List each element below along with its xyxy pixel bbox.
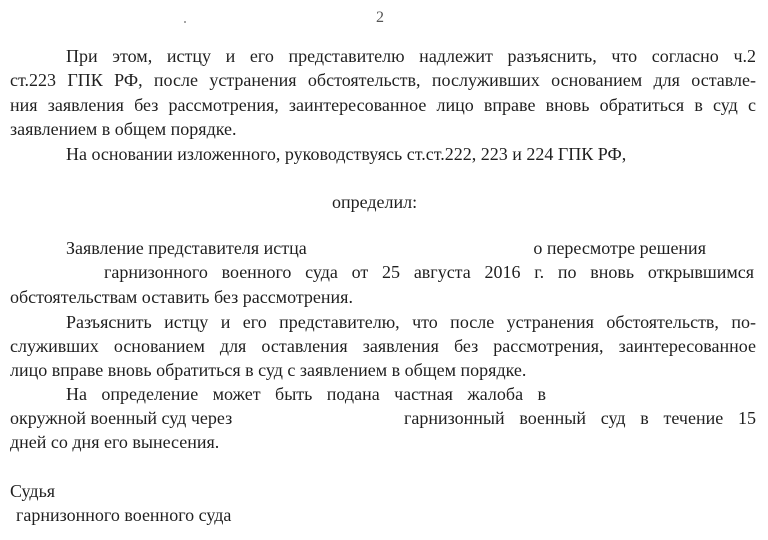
paragraph-3-line-3: обстоятельствам оставить без рассмотрения.: [10, 287, 353, 307]
paragraph-1-line-1: При этом, истцу и его представителю надлежит разъяснить, что согласно ч.2: [66, 46, 756, 66]
judge-court: гарнизонного военного суда: [16, 505, 232, 525]
page-number: 2: [376, 9, 384, 26]
paragraph-5-line-1: На определение может быть подана частная жалоба в: [66, 384, 546, 404]
paragraph-1-line-4: заявлением в общем порядке.: [10, 119, 237, 139]
paragraph-3-line-1-end: о пересмотре решения: [533, 238, 706, 258]
paragraph-1-line-3: ния заявления без рассмотрения, заинтересованное лицо вправе вновь обратиться в суд с: [10, 95, 756, 115]
paragraph-4-line-2: служивших основанием для оставления заявления без рассмотрения, заинтересованное: [10, 336, 756, 356]
paragraph-3-line-2: гарнизонного военного суда от 25 августа 2016 г. по вновь открывшимся: [104, 262, 754, 282]
scan-speck: [184, 21, 186, 23]
decision-heading: определил:: [332, 192, 418, 212]
paragraph-5-line-3: дней со дня его вынесения.: [10, 432, 220, 452]
paragraph-1-line-2: ст.223 ГПК РФ, после устранения обстоятельств, послуживших основанием для оставле-: [10, 70, 756, 90]
redacted-name: [355, 236, 485, 260]
paragraph-5-line-2-end: гарнизонный военный суд в течение 15: [404, 408, 756, 428]
judge-label: Судья: [10, 481, 56, 501]
paragraph-4-line-1: Разъяснить истцу и его представителю, что после устранения обстоятельств, по-: [66, 312, 756, 332]
paragraph-3-line-1-start: Заявление представителя истца: [66, 238, 307, 258]
paragraph-2: На основании изложенного, руководствуясь ст.ст.222, 223 и 224 ГПК РФ,: [66, 144, 627, 164]
paragraph-4-line-3: лицо вправе вновь обратиться в суд с заявлением в общем порядке.: [10, 360, 527, 380]
paragraph-3-line-1: [66, 236, 706, 260]
paragraph-5-line-2-start: окружной военный суд через: [10, 408, 233, 428]
